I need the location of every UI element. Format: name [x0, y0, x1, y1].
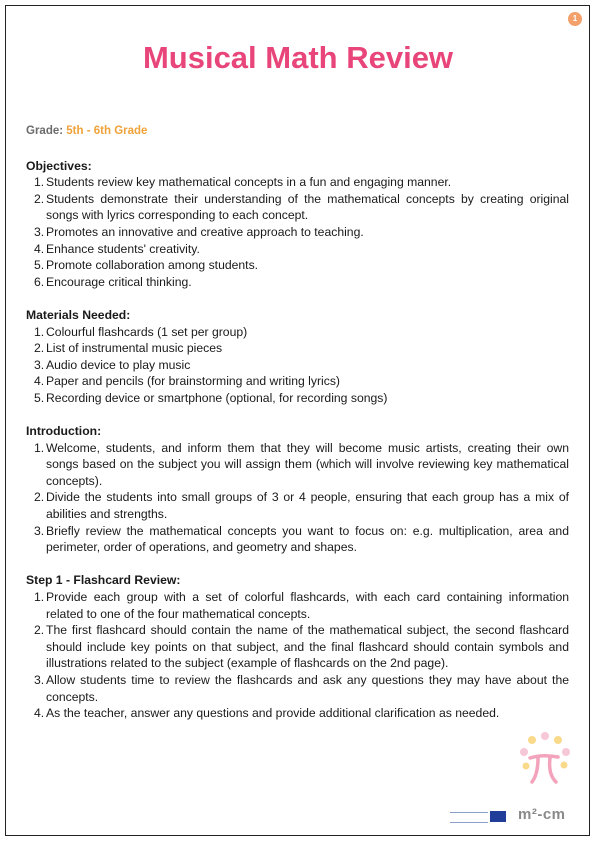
- list-item: Enhance students' creativity.: [46, 241, 200, 256]
- list-item: Promotes an innovative and creative approach to teaching.: [46, 224, 364, 239]
- list-item: Promote collaboration among students.: [46, 258, 259, 273]
- eu-flag-icon: [490, 811, 506, 822]
- list-item: Encourage critical thinking.: [46, 274, 192, 289]
- eu-funding-logo-icon: [450, 812, 488, 823]
- introduction-list: [26, 440, 569, 556]
- list-item: Provide each group with a set of colorful flashcards, with each card containing information related to one of the four mathematical concepts.: [46, 590, 569, 621]
- materials-section: [26, 307, 569, 407]
- page-title: Musical Math Review: [142, 40, 454, 75]
- step1-section: [26, 572, 569, 721]
- list-item: Recording device or smartphone (optional, for recording songs): [46, 390, 388, 405]
- lesson-content: [26, 123, 569, 738]
- materials-heading: Materials Needed:: [26, 307, 131, 322]
- objectives-list: [26, 174, 569, 290]
- brand-logo: m²-cm: [518, 806, 566, 823]
- list-item: Audio device to play music: [46, 357, 191, 372]
- list-item: Paper and pencils (for brainstorming and writing lyrics): [46, 374, 340, 389]
- list-item: Allow students time to review the flashcards and ask any questions they may have about the concepts.: [46, 673, 569, 704]
- list-item: Students demonstrate their understanding of the mathematical concepts by creating original songs with lyrics corresponding to each concept.: [46, 191, 569, 223]
- pi-music-logo-icon: [512, 730, 574, 800]
- list-item: The first flashcard should contain the name of the mathematical subject, the second flashcard should include key points on that subject, and the final flashcard should contain symbols and illustrations related to the subject (example of flashcards on the 2nd page).: [46, 623, 569, 671]
- grade-label: Grade:: [26, 125, 64, 137]
- objectives-heading: Objectives:: [26, 158, 92, 173]
- footer-logos: [450, 806, 580, 828]
- page-number-badge: 1: [568, 12, 582, 26]
- list-item: As the teacher, answer any questions and provide additional clarification as needed.: [46, 706, 500, 721]
- list-item: List of instrumental music pieces: [46, 341, 223, 356]
- list-item: Welcome, students, and inform them that they will become music artists, creating their own songs based on the subject you will assign them (which will involve reviewing key mathematical concepts).: [46, 440, 569, 488]
- step1-heading: Step 1 - Flashcard Review:: [26, 573, 181, 588]
- list-item: Colourful flashcards (1 set per group): [46, 324, 248, 339]
- grade-value: 5th - 6th Grade: [66, 125, 148, 137]
- objectives-section: [26, 158, 569, 291]
- introduction-heading: Introduction:: [26, 424, 102, 439]
- introduction-section: [26, 423, 569, 556]
- materials-list: [26, 324, 569, 407]
- list-item: Students review key mathematical concepts in a fun and engaging manner.: [46, 175, 452, 190]
- list-item: Divide the students into small groups of 3 or 4 people, ensuring that each group has a mix of abilities and strengths.: [46, 490, 569, 522]
- step1-list: [26, 589, 569, 722]
- grade-line: [26, 123, 569, 140]
- list-item: Briefly review the mathematical concepts you want to focus on: e.g. multiplication, area and perimeter, order of operations, and geometry and shapes.: [46, 523, 569, 555]
